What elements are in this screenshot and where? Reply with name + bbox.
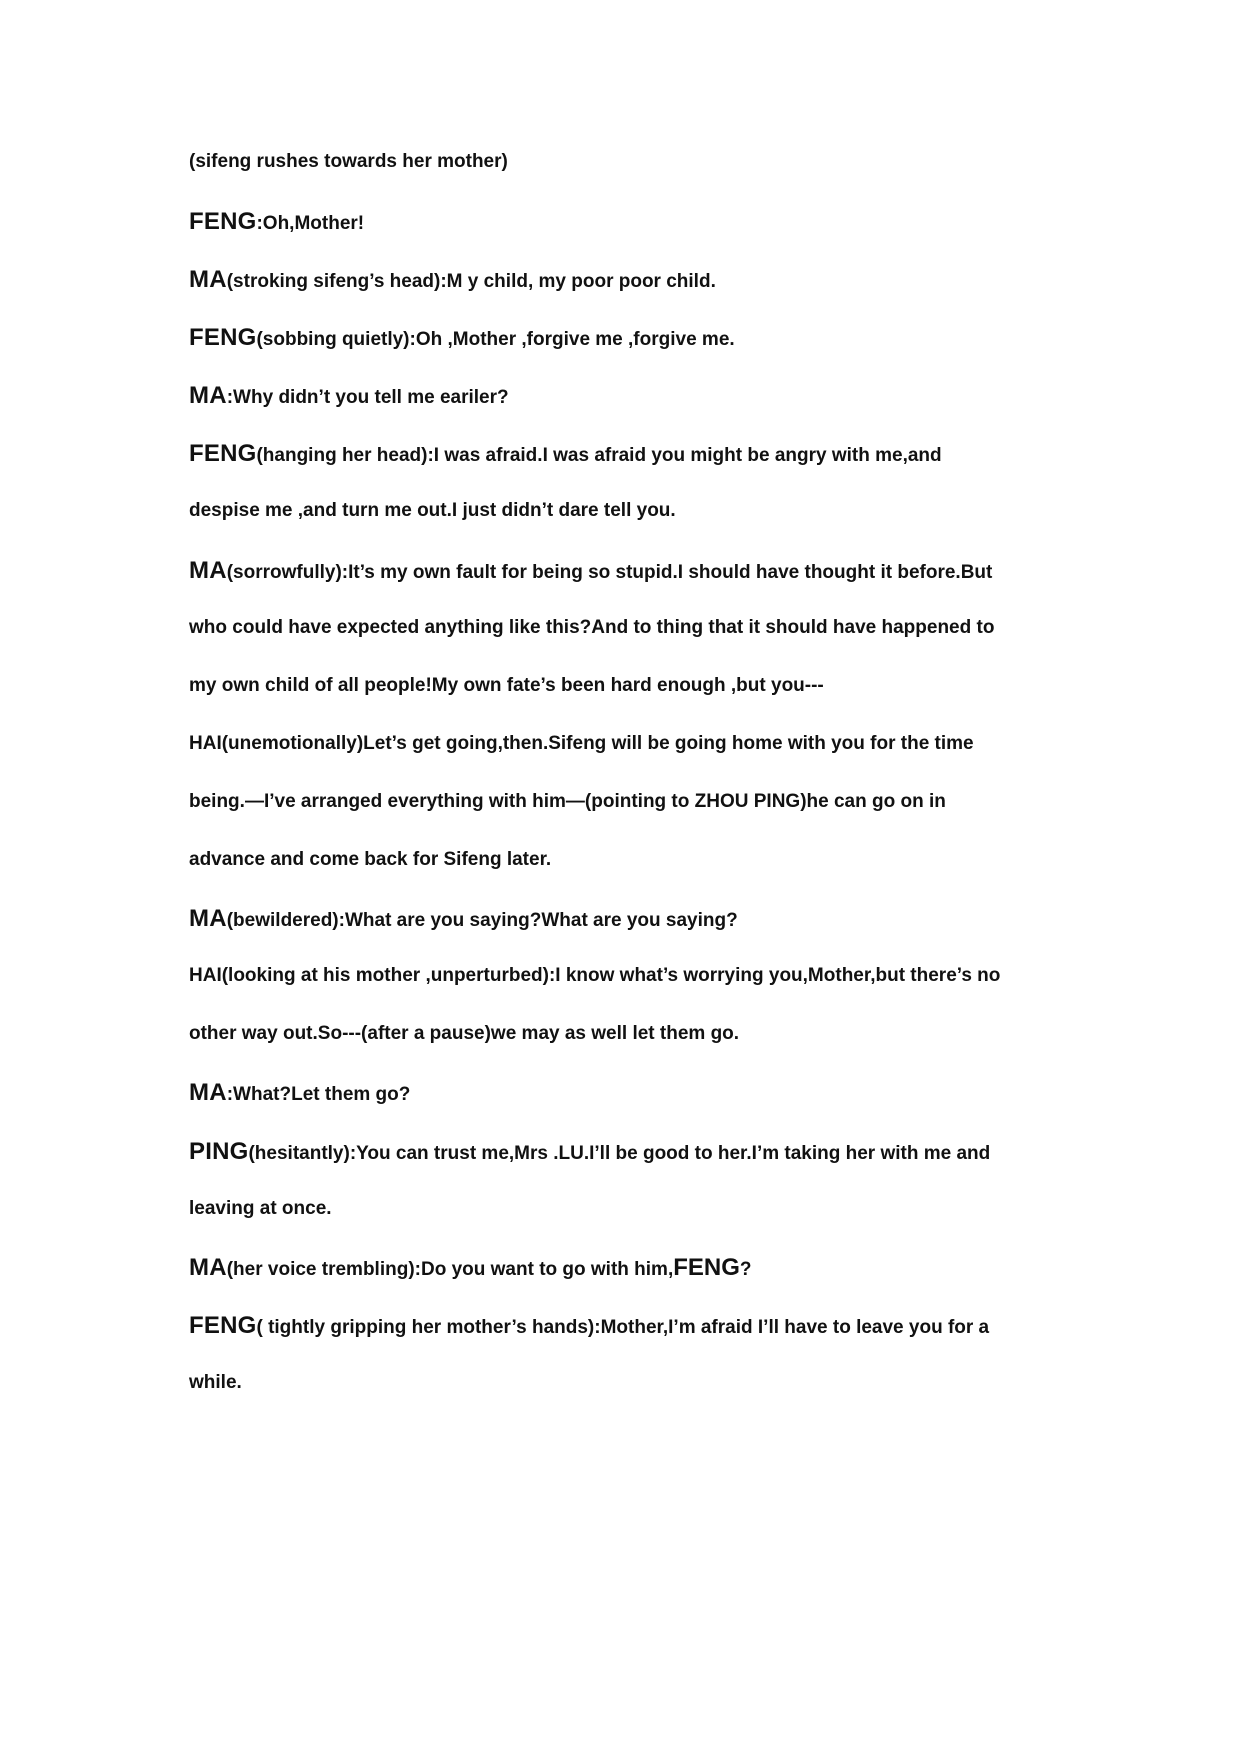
- speaker-name: FENG: [189, 208, 257, 235]
- dialogue-line: [189, 439, 1069, 469]
- dialogue-continuation: [189, 1194, 1069, 1224]
- speech-text: who could have expected anything like this?And to thing that it should have happened to: [189, 617, 995, 638]
- dialogue-continuation: [189, 845, 1069, 875]
- speaker-name: FENG: [189, 1312, 257, 1339]
- dialogue-line: [189, 1137, 1069, 1167]
- dialogue-line: [189, 556, 1069, 586]
- dialogue-line: [189, 323, 1069, 353]
- speaker-name: MA: [189, 382, 227, 409]
- stage-direction: [189, 147, 1069, 177]
- speech-text: (sobbing quietly):Oh ,Mother ,forgive me ,forgive me.: [256, 329, 735, 350]
- speech-text: my own child of all people!My own fate’s been hard enough ,but you---: [189, 675, 824, 696]
- dialogue-line: [189, 207, 1069, 237]
- speech-text: despise me ,and turn me out.I just didn’t dare tell you.: [189, 500, 676, 521]
- speaker-name-inline: FENG: [673, 1254, 740, 1281]
- dialogue-line: [189, 1311, 1069, 1341]
- dialogue-continuation: [189, 961, 1069, 991]
- speech-text: while.: [189, 1372, 242, 1393]
- stage-text: (sifeng rushes towards her mother): [189, 151, 508, 172]
- dialogue-line: [189, 265, 1069, 295]
- speech-text: (hesitantly):You can trust me,Mrs .LU.I’ll be good to her.I’m taking her with me and: [248, 1143, 991, 1164]
- dialogue-line: [189, 1253, 1069, 1283]
- speech-text: being.—I’ve arranged everything with him—(pointing to ZHOU PING)he can go on in: [189, 791, 946, 812]
- dialogue-continuation: [189, 671, 1069, 701]
- speech-text-end: ?: [739, 1259, 752, 1280]
- dialogue-line: [189, 1078, 1069, 1108]
- speech-text: ( tightly gripping her mother’s hands):Mother,I’m afraid I’ll have to leave you for a: [256, 1317, 990, 1338]
- dialogue-continuation: [189, 613, 1069, 643]
- speech-text: (sorrowfully):It’s my own fault for being so stupid.I should have thought it before.But: [226, 562, 993, 583]
- speaker-name: MA: [189, 905, 227, 932]
- speech-text: :Why didn’t you tell me eariler?: [226, 387, 509, 408]
- speech-text: (her voice trembling):Do you want to go with him,: [226, 1259, 674, 1280]
- dialogue-continuation: [189, 1019, 1069, 1049]
- speech-text: advance and come back for Sifeng later.: [189, 849, 552, 870]
- speaker-name: FENG: [189, 440, 257, 467]
- dialogue-continuation: [189, 787, 1069, 817]
- speech-text: HAI(looking at his mother ,unperturbed):I know what’s worrying you,Mother,but there’s no: [189, 965, 1001, 986]
- speaker-name: MA: [189, 266, 227, 293]
- speaker-name: MA: [189, 557, 227, 584]
- dialogue-continuation: [189, 729, 1069, 759]
- speech-text: :Oh,Mother!: [256, 213, 365, 234]
- speech-text: (hanging her head):I was afraid.I was afraid you might be angry with me,and: [256, 445, 942, 466]
- dialogue-line: [189, 904, 1069, 934]
- speaker-name: PING: [189, 1138, 249, 1165]
- dialogue-continuation: [189, 1368, 1069, 1398]
- dialogue-line: [189, 381, 1069, 411]
- speaker-name: FENG: [189, 324, 257, 351]
- speech-text: HAI(unemotionally)Let’s get going,then.Sifeng will be going home with you for the time: [189, 733, 974, 754]
- dialogue-continuation: [189, 496, 1069, 526]
- speaker-name: MA: [189, 1079, 227, 1106]
- speech-text: leaving at once.: [189, 1198, 332, 1219]
- speech-text: :What?Let them go?: [226, 1084, 411, 1105]
- speaker-name: MA: [189, 1254, 227, 1281]
- speech-text: (bewildered):What are you saying?What are you saying?: [226, 910, 738, 931]
- speech-text: other way out.So---(after a pause)we may as well let them go.: [189, 1023, 740, 1044]
- speech-text: (stroking sifeng’s head):M y child, my poor poor child.: [226, 271, 716, 292]
